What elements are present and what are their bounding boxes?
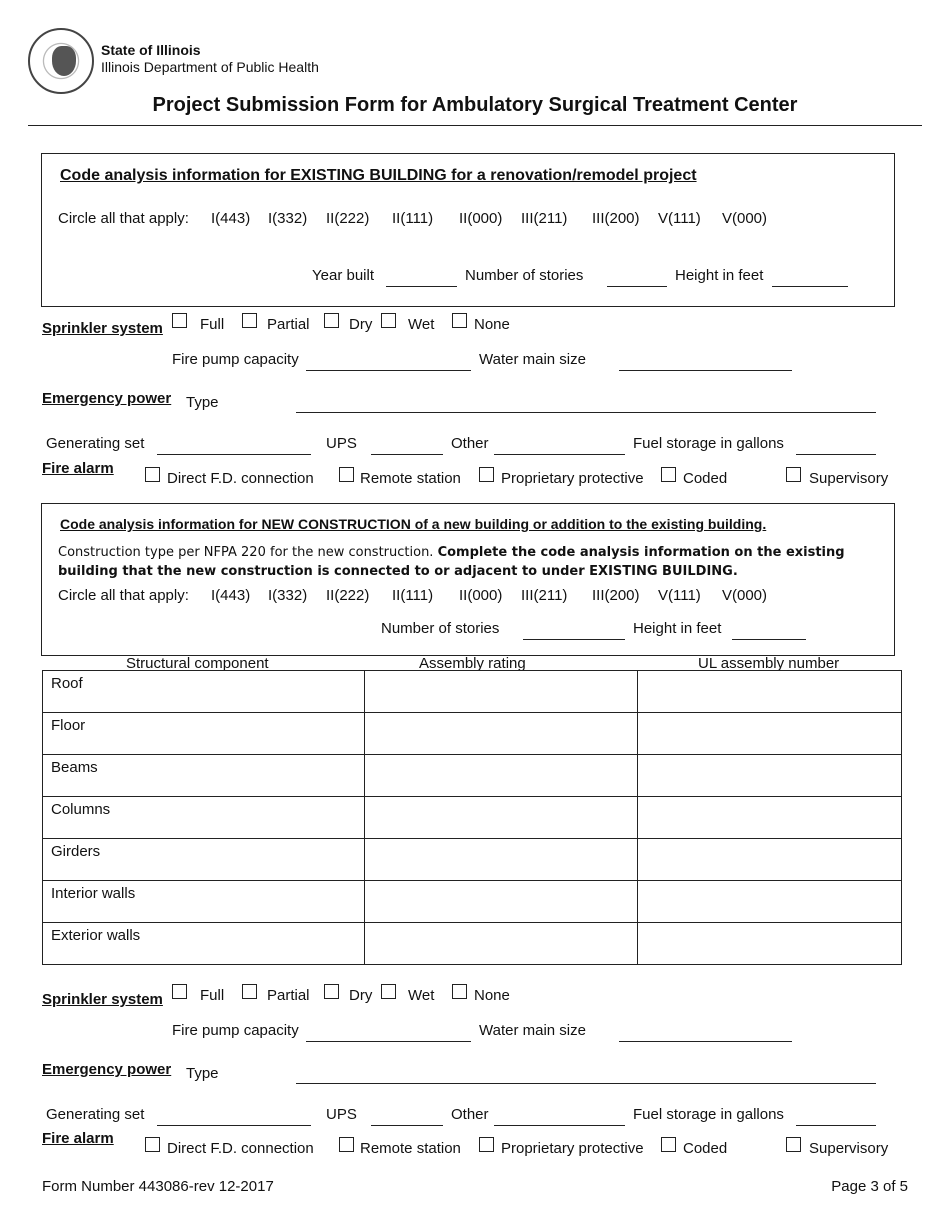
new-type-option[interactable]: I(332) xyxy=(268,587,308,604)
component-cell: Exterior walls xyxy=(43,923,365,965)
assembly-rating-cell[interactable] xyxy=(365,713,638,755)
water-main-label-2: Water main size xyxy=(479,1022,586,1039)
fuel-storage-field[interactable] xyxy=(796,454,876,455)
sprinkler-none-checkbox-2[interactable] xyxy=(452,984,467,999)
alarm-remote-checkbox-2[interactable] xyxy=(339,1137,354,1152)
sprinkler-wet-checkbox[interactable] xyxy=(381,313,396,328)
ups-label: UPS xyxy=(326,435,357,452)
table-row xyxy=(43,797,902,839)
table-row xyxy=(43,755,902,797)
new-type-option[interactable]: V(111) xyxy=(658,587,701,604)
ups-field-2[interactable] xyxy=(371,1125,443,1126)
sprinkler-option-label: Wet xyxy=(408,987,435,1004)
assembly-rating-cell[interactable] xyxy=(365,671,638,713)
ul-number-cell[interactable] xyxy=(638,797,902,839)
generating-set-label-2: Generating set xyxy=(46,1106,145,1123)
alarm-option-label: Supervisory xyxy=(809,470,889,487)
ul-number-cell[interactable] xyxy=(638,713,902,755)
existing-type-option[interactable]: V(111) xyxy=(658,210,701,227)
alarm-direct-checkbox[interactable] xyxy=(145,467,160,482)
existing-type-option[interactable]: I(443) xyxy=(211,210,251,227)
sprinkler-option-label: Wet xyxy=(408,316,435,333)
existing-type-option[interactable]: II(000) xyxy=(459,210,503,227)
other-label: Other xyxy=(451,435,489,452)
department-name: Illinois Department of Public Health xyxy=(101,59,319,75)
existing-type-option[interactable]: I(332) xyxy=(268,210,308,227)
new-type-option[interactable]: II(222) xyxy=(326,587,370,604)
stories-label: Number of stories xyxy=(465,267,584,284)
new-construction-desc-line2: building that the new construction is connected to or adjacent to under EXISTING BUILDING. xyxy=(58,564,738,579)
alarm-proprietary-checkbox[interactable] xyxy=(479,467,494,482)
fuel-storage-label-2: Fuel storage in gallons xyxy=(633,1106,784,1123)
sprinkler-dry-checkbox[interactable] xyxy=(324,313,339,328)
sprinkler-partial-checkbox-2[interactable] xyxy=(242,984,257,999)
sprinkler-label: Sprinkler system xyxy=(42,320,163,337)
water-main-field-2[interactable] xyxy=(619,1041,792,1042)
sprinkler-full-checkbox[interactable] xyxy=(172,313,187,328)
new-height-label: Height in feet xyxy=(633,620,722,637)
sprinkler-full-checkbox-2[interactable] xyxy=(172,984,187,999)
existing-circle-label: Circle all that apply: xyxy=(58,210,189,227)
sprinkler-wet-checkbox-2[interactable] xyxy=(381,984,396,999)
ul-number-cell[interactable] xyxy=(638,881,902,923)
fire-alarm-label-2: Fire alarm xyxy=(42,1130,114,1147)
title-divider xyxy=(28,125,922,126)
height-label: Height in feet xyxy=(675,267,764,284)
other-label-2: Other xyxy=(451,1106,489,1123)
alarm-direct-checkbox-2[interactable] xyxy=(145,1137,160,1152)
new-construction-desc-line1: Construction type per NFPA 220 for the new construction. Complete the code analysis information on the existing xyxy=(58,545,845,560)
fire-pump-label-2: Fire pump capacity xyxy=(172,1022,299,1039)
ul-number-cell[interactable] xyxy=(638,671,902,713)
sprinkler-option-label: Full xyxy=(200,316,225,333)
table-row xyxy=(43,713,902,755)
ups-field[interactable] xyxy=(371,454,443,455)
alarm-option-label: Direct F.D. connection xyxy=(167,1140,314,1157)
alarm-option-label: Supervisory xyxy=(809,1140,889,1157)
new-type-option[interactable]: III(200) xyxy=(592,587,640,604)
illinois-seal-icon xyxy=(28,28,94,94)
assembly-rating-cell[interactable] xyxy=(365,755,638,797)
new-stories-label: Number of stories xyxy=(381,620,500,637)
sprinkler-option-label: None xyxy=(474,987,510,1004)
assembly-rating-cell[interactable] xyxy=(365,797,638,839)
year-built-field[interactable] xyxy=(386,286,457,287)
new-circle-label: Circle all that apply: xyxy=(58,587,189,604)
emergency-type-field-2[interactable] xyxy=(296,1083,876,1084)
alarm-supervisory-checkbox[interactable] xyxy=(786,467,801,482)
height-field[interactable] xyxy=(772,286,848,287)
table-row xyxy=(43,923,902,965)
emergency-power-label: Emergency power xyxy=(42,390,172,407)
ups-label-2: UPS xyxy=(326,1106,357,1123)
sprinkler-none-checkbox[interactable] xyxy=(452,313,467,328)
alarm-option-label: Proprietary protective xyxy=(501,470,644,487)
fuel-storage-label: Fuel storage in gallons xyxy=(633,435,784,452)
fire-pump-label: Fire pump capacity xyxy=(172,351,299,368)
form-number: Form Number 443086-rev 12-2017 xyxy=(42,1178,274,1195)
other-field-2[interactable] xyxy=(494,1125,625,1126)
sprinkler-option-label: Dry xyxy=(349,987,373,1004)
sprinkler-option-label: Full xyxy=(200,987,225,1004)
other-field[interactable] xyxy=(494,454,625,455)
alarm-coded-checkbox[interactable] xyxy=(661,467,676,482)
generating-set-label: Generating set xyxy=(46,435,145,452)
fire-alarm-label: Fire alarm xyxy=(42,460,114,477)
sprinkler-option-label: Partial xyxy=(267,316,310,333)
alarm-coded-checkbox-2[interactable] xyxy=(661,1137,676,1152)
component-cell: Girders xyxy=(43,839,365,881)
fire-pump-field-2[interactable] xyxy=(306,1041,471,1042)
alarm-proprietary-checkbox-2[interactable] xyxy=(479,1137,494,1152)
new-construction-heading: Code analysis information for NEW CONSTRUCTION of a new building or addition to the existing building. xyxy=(60,516,767,532)
sprinkler-option-label: Partial xyxy=(267,987,310,1004)
state-name: State of Illinois xyxy=(101,42,201,58)
page-number: Page 3 of 5 xyxy=(831,1178,908,1195)
water-main-field[interactable] xyxy=(619,370,792,371)
existing-type-option[interactable]: II(111) xyxy=(392,210,434,227)
structural-table xyxy=(42,670,902,965)
new-height-field[interactable] xyxy=(732,639,806,640)
emergency-type-field[interactable] xyxy=(296,412,876,413)
existing-type-option[interactable]: III(200) xyxy=(592,210,640,227)
existing-type-option[interactable]: III(211) xyxy=(521,210,568,227)
table-header-ul: UL assembly number xyxy=(698,655,840,672)
generating-set-field-2[interactable] xyxy=(157,1125,311,1126)
sprinkler-option-label: Dry xyxy=(349,316,373,333)
sprinkler-option-label: None xyxy=(474,316,510,333)
existing-type-option[interactable]: V(000) xyxy=(722,210,768,227)
ul-number-cell[interactable] xyxy=(638,755,902,797)
sprinkler-dry-checkbox-2[interactable] xyxy=(324,984,339,999)
sprinkler-partial-checkbox[interactable] xyxy=(242,313,257,328)
assembly-rating-cell[interactable] xyxy=(365,839,638,881)
ul-number-cell[interactable] xyxy=(638,839,902,881)
alarm-option-label: Direct F.D. connection xyxy=(167,470,314,487)
component-cell: Floor xyxy=(43,713,365,755)
new-stories-field[interactable] xyxy=(523,639,625,640)
alarm-option-label: Proprietary protective xyxy=(501,1140,644,1157)
alarm-option-label: Remote station xyxy=(360,1140,461,1157)
ul-number-cell[interactable] xyxy=(638,923,902,965)
table-row xyxy=(43,839,902,881)
alarm-supervisory-checkbox-2[interactable] xyxy=(786,1137,801,1152)
fuel-storage-field-2[interactable] xyxy=(796,1125,876,1126)
assembly-rating-cell[interactable] xyxy=(365,881,638,923)
stories-field[interactable] xyxy=(607,286,667,287)
table-row xyxy=(43,671,902,713)
existing-heading: Code analysis information for EXISTING BUILDING for a renovation/remodel project xyxy=(60,167,697,184)
component-cell: Columns xyxy=(43,797,365,839)
generating-set-field[interactable] xyxy=(157,454,311,455)
assembly-rating-cell[interactable] xyxy=(365,923,638,965)
emergency-type-label-2: Type xyxy=(186,1065,219,1082)
alarm-option-label: Coded xyxy=(683,470,728,487)
fire-pump-field[interactable] xyxy=(306,370,471,371)
water-main-label: Water main size xyxy=(479,351,586,368)
component-cell: Interior walls xyxy=(43,881,365,923)
existing-type-option[interactable]: II(222) xyxy=(326,210,370,227)
new-type-option[interactable]: II(111) xyxy=(392,587,434,604)
alarm-option-label: Remote station xyxy=(360,470,461,487)
new-type-option[interactable]: I(443) xyxy=(211,587,251,604)
emergency-type-label: Type xyxy=(186,394,219,411)
table-header-structural: Structural component xyxy=(126,655,269,672)
year-built-label: Year built xyxy=(312,267,374,284)
alarm-remote-checkbox[interactable] xyxy=(339,467,354,482)
new-type-option[interactable]: II(000) xyxy=(459,587,503,604)
component-cell: Beams xyxy=(43,755,365,797)
table-row xyxy=(43,881,902,923)
table-header-assembly: Assembly rating xyxy=(419,655,526,672)
new-type-option[interactable]: III(211) xyxy=(521,587,568,604)
alarm-option-label: Coded xyxy=(683,1140,728,1157)
component-cell: Roof xyxy=(43,671,365,713)
sprinkler-label-2: Sprinkler system xyxy=(42,991,163,1008)
emergency-power-label-2: Emergency power xyxy=(42,1061,172,1078)
new-type-option[interactable]: V(000) xyxy=(722,587,768,604)
page-title: Project Submission Form for Ambulatory Surgical Treatment Center xyxy=(152,94,798,116)
